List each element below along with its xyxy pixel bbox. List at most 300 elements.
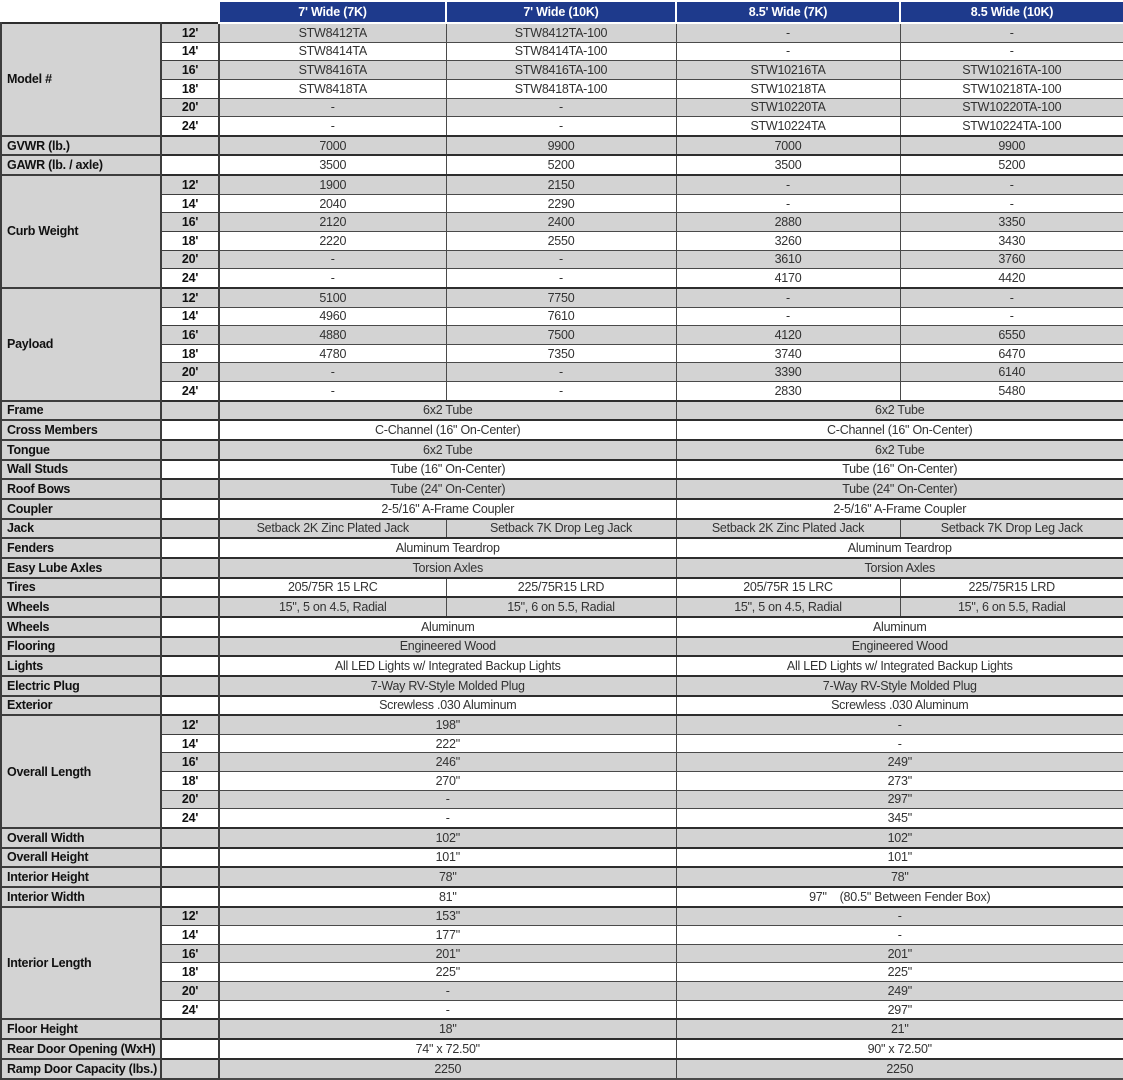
spec-value: 9900: [900, 136, 1123, 156]
spec-value: 9900: [446, 136, 676, 156]
spec-value: 2400: [446, 213, 676, 232]
spec-value: -: [900, 42, 1123, 61]
table-row: [1, 637, 1123, 657]
size-label: 16': [161, 753, 219, 772]
size-label: 12': [161, 715, 219, 734]
spec-value: 6470: [900, 344, 1123, 363]
size-label: 24': [161, 269, 219, 288]
size-label: [161, 479, 219, 499]
row-label: Interior Height: [1, 867, 161, 887]
spec-value: Setback 7K Drop Leg Jack: [900, 519, 1123, 539]
spec-value: 6x2 Tube: [676, 440, 1123, 460]
spec-value: -: [219, 982, 676, 1001]
spec-value: 3430: [900, 231, 1123, 250]
table-row: [1, 944, 1123, 963]
table-row: [1, 231, 1123, 250]
size-label: [161, 499, 219, 519]
table-row: [1, 401, 1123, 421]
row-label: Cross Members: [1, 420, 161, 440]
table-row: [1, 617, 1123, 637]
size-label: [161, 578, 219, 598]
spec-value: -: [676, 175, 900, 194]
spec-value: 7500: [446, 326, 676, 345]
row-label: Jack: [1, 519, 161, 539]
table-row: [1, 344, 1123, 363]
table-corner-blank: [1, 1, 219, 23]
spec-value: 2-5/16" A-Frame Coupler: [219, 499, 676, 519]
row-label: Wall Studs: [1, 460, 161, 480]
row-label: Ramp Door Capacity (lbs.): [1, 1059, 161, 1079]
table-row: [1, 499, 1123, 519]
size-label: [161, 887, 219, 907]
spec-value: 2-5/16" A-Frame Coupler: [676, 499, 1123, 519]
spec-value: 2250: [219, 1059, 676, 1079]
spec-value: 3500: [676, 155, 900, 175]
row-label: Easy Lube Axles: [1, 558, 161, 578]
spec-value: STW10218TA: [676, 79, 900, 98]
spec-value: C-Channel (16" On-Center): [219, 420, 676, 440]
spec-value: 15", 5 on 4.5, Radial: [676, 597, 900, 617]
table-row: [1, 538, 1123, 558]
size-label: 14': [161, 42, 219, 61]
spec-value: STW8412TA: [219, 23, 446, 42]
spec-value: 2120: [219, 213, 446, 232]
table-row: [1, 887, 1123, 907]
table-row: [1, 926, 1123, 945]
table-row: [1, 420, 1123, 440]
spec-value: 90" x 72.50": [676, 1039, 1123, 1059]
spec-value: -: [446, 269, 676, 288]
spec-value: 101": [676, 848, 1123, 868]
table-row: [1, 363, 1123, 382]
row-label: Curb Weight: [1, 175, 161, 288]
size-label: 14': [161, 194, 219, 213]
size-label: [161, 440, 219, 460]
spec-value: -: [676, 23, 900, 42]
spec-value: All LED Lights w/ Integrated Backup Lights: [219, 656, 676, 676]
table-row: [1, 307, 1123, 326]
table-row: [1, 250, 1123, 269]
spec-value: Engineered Wood: [219, 637, 676, 657]
size-label: [161, 656, 219, 676]
table-row: [1, 558, 1123, 578]
spec-value: 6x2 Tube: [219, 440, 676, 460]
size-label: [161, 538, 219, 558]
spec-value: 5100: [219, 288, 446, 307]
spec-value: 1900: [219, 175, 446, 194]
spec-value: 7000: [676, 136, 900, 156]
row-label: Coupler: [1, 499, 161, 519]
spec-value: 2830: [676, 382, 900, 401]
spec-value: All LED Lights w/ Integrated Backup Lights: [676, 656, 1123, 676]
spec-value: 4120: [676, 326, 900, 345]
spec-value: Screwless .030 Aluminum: [219, 696, 676, 716]
spec-value: -: [446, 250, 676, 269]
size-label: 24': [161, 809, 219, 828]
size-label: 24': [161, 1000, 219, 1019]
spec-value: -: [676, 42, 900, 61]
size-label: [161, 420, 219, 440]
table-row: [1, 155, 1123, 175]
spec-value: 15", 6 on 5.5, Radial: [446, 597, 676, 617]
table-row: [1, 175, 1123, 194]
row-label: Tongue: [1, 440, 161, 460]
size-label: [161, 1019, 219, 1039]
spec-value: 3350: [900, 213, 1123, 232]
size-label: [161, 460, 219, 480]
size-label: 16': [161, 944, 219, 963]
size-label: 18': [161, 772, 219, 791]
spec-value: 2880: [676, 213, 900, 232]
size-label: 12': [161, 288, 219, 307]
spec-value: 2290: [446, 194, 676, 213]
spec-value: 7750: [446, 288, 676, 307]
specs-table-body: [1, 23, 1123, 1079]
row-label: Tires: [1, 578, 161, 598]
size-label: [161, 136, 219, 156]
spec-value: 21": [676, 1019, 1123, 1039]
size-label: [161, 848, 219, 868]
spec-value: 6x2 Tube: [676, 401, 1123, 421]
table-row: [1, 1019, 1123, 1039]
row-label: Roof Bows: [1, 479, 161, 499]
spec-value: 4170: [676, 269, 900, 288]
spec-value: 3500: [219, 155, 446, 175]
table-row: [1, 1000, 1123, 1019]
row-label: Rear Door Opening (WxH): [1, 1039, 161, 1059]
table-row: [1, 136, 1123, 156]
spec-value: 4420: [900, 269, 1123, 288]
spec-value: Torsion Axles: [676, 558, 1123, 578]
spec-value: -: [219, 250, 446, 269]
spec-value: Screwless .030 Aluminum: [676, 696, 1123, 716]
table-row: [1, 963, 1123, 982]
row-label: Overall Width: [1, 828, 161, 848]
size-label: 20': [161, 363, 219, 382]
spec-value: 273": [676, 772, 1123, 791]
spec-value: STW8414TA-100: [446, 42, 676, 61]
spec-value: -: [219, 790, 676, 809]
spec-value: -: [446, 382, 676, 401]
column-header: 8.5 Wide (10K): [900, 1, 1123, 23]
row-label: Overall Height: [1, 848, 161, 868]
row-label: Wheels: [1, 617, 161, 637]
column-header: 7' Wide (10K): [446, 1, 676, 23]
spec-value: -: [676, 926, 1123, 945]
spec-value: -: [676, 715, 1123, 734]
table-row: [1, 907, 1123, 926]
spec-value: Aluminum Teardrop: [219, 538, 676, 558]
spec-value: 297": [676, 790, 1123, 809]
spec-value: 198": [219, 715, 676, 734]
spec-value: 201": [219, 944, 676, 963]
spec-value: -: [219, 809, 676, 828]
row-label: Interior Length: [1, 907, 161, 1020]
table-row: [1, 828, 1123, 848]
spec-value: 345": [676, 809, 1123, 828]
row-label: Lights: [1, 656, 161, 676]
spec-value: 81": [219, 887, 676, 907]
spec-value: 297": [676, 1000, 1123, 1019]
row-label: Model #: [1, 23, 161, 136]
spec-value: 7-Way RV-Style Molded Plug: [219, 676, 676, 696]
size-label: 14': [161, 734, 219, 753]
spec-value: Setback 2K Zinc Plated Jack: [676, 519, 900, 539]
spec-value: 6x2 Tube: [219, 401, 676, 421]
spec-value: STW10224TA-100: [900, 117, 1123, 136]
table-row: [1, 42, 1123, 61]
column-header: 7' Wide (7K): [219, 1, 446, 23]
size-label: [161, 696, 219, 716]
spec-value: 5200: [900, 155, 1123, 175]
row-label: Interior Width: [1, 887, 161, 907]
table-row: [1, 656, 1123, 676]
spec-value: 201": [676, 944, 1123, 963]
spec-value: 153": [219, 907, 676, 926]
size-label: [161, 867, 219, 887]
specs-table-head-row: [1, 1, 1123, 23]
spec-value: Setback 7K Drop Leg Jack: [446, 519, 676, 539]
spec-value: 101": [219, 848, 676, 868]
spec-value: 78": [219, 867, 676, 887]
spec-value: STW10218TA-100: [900, 79, 1123, 98]
size-label: [161, 1039, 219, 1059]
spec-value: STW8418TA: [219, 79, 446, 98]
table-row: [1, 597, 1123, 617]
table-row: [1, 382, 1123, 401]
spec-value: -: [219, 117, 446, 136]
size-label: [161, 676, 219, 696]
table-row: [1, 440, 1123, 460]
spec-value: -: [900, 194, 1123, 213]
row-label: Electric Plug: [1, 676, 161, 696]
spec-value: 97" (80.5" Between Fender Box): [676, 887, 1123, 907]
spec-value: -: [900, 307, 1123, 326]
spec-value: Tube (16" On-Center): [676, 460, 1123, 480]
spec-value: 249": [676, 753, 1123, 772]
size-label: [161, 617, 219, 637]
spec-value: -: [219, 98, 446, 117]
table-row: [1, 676, 1123, 696]
spec-value: 270": [219, 772, 676, 791]
spec-value: Tube (24" On-Center): [219, 479, 676, 499]
spec-value: STW8416TA: [219, 61, 446, 80]
table-row: [1, 194, 1123, 213]
row-label: GAWR (lb. / axle): [1, 155, 161, 175]
table-row: [1, 867, 1123, 887]
spec-value: C-Channel (16" On-Center): [676, 420, 1123, 440]
spec-value: 2550: [446, 231, 676, 250]
spec-value: 225": [219, 963, 676, 982]
table-row: [1, 1059, 1123, 1079]
spec-value: 177": [219, 926, 676, 945]
spec-value: Engineered Wood: [676, 637, 1123, 657]
size-label: 18': [161, 79, 219, 98]
spec-value: -: [219, 1000, 676, 1019]
spec-value: Torsion Axles: [219, 558, 676, 578]
size-label: 20': [161, 790, 219, 809]
table-row: [1, 734, 1123, 753]
size-label: 12': [161, 23, 219, 42]
size-label: [161, 1059, 219, 1079]
size-label: [161, 637, 219, 657]
spec-value: 18": [219, 1019, 676, 1039]
spec-value: 4960: [219, 307, 446, 326]
row-label: Exterior: [1, 696, 161, 716]
size-label: 14': [161, 926, 219, 945]
row-label: Wheels: [1, 597, 161, 617]
table-row: [1, 578, 1123, 598]
size-label: [161, 519, 219, 539]
row-label: Flooring: [1, 637, 161, 657]
table-row: [1, 1039, 1123, 1059]
size-label: [161, 597, 219, 617]
spec-value: 6550: [900, 326, 1123, 345]
spec-value: 225/75R15 LRD: [446, 578, 676, 598]
spec-value: STW10224TA: [676, 117, 900, 136]
spec-value: 3740: [676, 344, 900, 363]
table-row: [1, 23, 1123, 42]
spec-value: 74" x 72.50": [219, 1039, 676, 1059]
spec-value: Tube (24" On-Center): [676, 479, 1123, 499]
table-row: [1, 61, 1123, 80]
spec-value: STW8416TA-100: [446, 61, 676, 80]
spec-value: Tube (16" On-Center): [219, 460, 676, 480]
size-label: 12': [161, 907, 219, 926]
row-label: GVWR (lb.): [1, 136, 161, 156]
table-row: [1, 982, 1123, 1001]
table-row: [1, 772, 1123, 791]
table-row: [1, 809, 1123, 828]
spec-value: -: [676, 734, 1123, 753]
spec-value: STW10220TA: [676, 98, 900, 117]
row-label: Fenders: [1, 538, 161, 558]
spec-value: -: [676, 307, 900, 326]
spec-value: Aluminum: [676, 617, 1123, 637]
size-label: [161, 828, 219, 848]
size-label: 24': [161, 382, 219, 401]
spec-value: 7350: [446, 344, 676, 363]
size-label: 18': [161, 344, 219, 363]
table-row: [1, 213, 1123, 232]
size-label: 12': [161, 175, 219, 194]
table-row: [1, 519, 1123, 539]
spec-value: 78": [676, 867, 1123, 887]
spec-value: -: [900, 175, 1123, 194]
spec-value: 3610: [676, 250, 900, 269]
spec-value: 4880: [219, 326, 446, 345]
table-row: [1, 79, 1123, 98]
spec-value: 246": [219, 753, 676, 772]
spec-value: 2150: [446, 175, 676, 194]
size-label: 16': [161, 213, 219, 232]
spec-value: STW8412TA-100: [446, 23, 676, 42]
spec-value: 3760: [900, 250, 1123, 269]
spec-value: 2040: [219, 194, 446, 213]
size-label: 20': [161, 98, 219, 117]
spec-value: Setback 2K Zinc Plated Jack: [219, 519, 446, 539]
spec-value: -: [900, 288, 1123, 307]
spec-value: 15", 6 on 5.5, Radial: [900, 597, 1123, 617]
spec-value: 2250: [676, 1059, 1123, 1079]
size-label: 20': [161, 250, 219, 269]
table-row: [1, 753, 1123, 772]
table-row: [1, 848, 1123, 868]
spec-value: 4780: [219, 344, 446, 363]
size-label: 16': [161, 326, 219, 345]
spec-value: 102": [676, 828, 1123, 848]
row-label: Payload: [1, 288, 161, 401]
size-label: 14': [161, 307, 219, 326]
spec-value: Aluminum Teardrop: [676, 538, 1123, 558]
spec-value: 5480: [900, 382, 1123, 401]
spec-value: -: [676, 194, 900, 213]
spec-value: -: [219, 363, 446, 382]
spec-value: 7000: [219, 136, 446, 156]
table-row: [1, 790, 1123, 809]
row-label: Overall Length: [1, 715, 161, 828]
spec-value: 6140: [900, 363, 1123, 382]
spec-value: 7610: [446, 307, 676, 326]
table-row: [1, 326, 1123, 345]
table-row: [1, 460, 1123, 480]
spec-value: -: [219, 269, 446, 288]
spec-value: 225": [676, 963, 1123, 982]
size-label: 20': [161, 982, 219, 1001]
spec-value: STW10216TA-100: [900, 61, 1123, 80]
spec-value: STW10220TA-100: [900, 98, 1123, 117]
spec-value: 205/75R 15 LRC: [676, 578, 900, 598]
table-row: [1, 288, 1123, 307]
spec-value: -: [219, 382, 446, 401]
size-label: [161, 401, 219, 421]
table-row: [1, 98, 1123, 117]
size-label: 18': [161, 963, 219, 982]
spec-value: -: [446, 98, 676, 117]
spec-value: 7-Way RV-Style Molded Plug: [676, 676, 1123, 696]
column-header: 8.5' Wide (7K): [676, 1, 900, 23]
spec-value: 15", 5 on 4.5, Radial: [219, 597, 446, 617]
spec-value: 225/75R15 LRD: [900, 578, 1123, 598]
size-label: 24': [161, 117, 219, 136]
row-label: Frame: [1, 401, 161, 421]
spec-value: 2220: [219, 231, 446, 250]
size-label: [161, 558, 219, 578]
size-label: 16': [161, 61, 219, 80]
table-row: [1, 715, 1123, 734]
spec-value: 205/75R 15 LRC: [219, 578, 446, 598]
spec-value: 222": [219, 734, 676, 753]
spec-value: 5200: [446, 155, 676, 175]
spec-value: -: [446, 363, 676, 382]
spec-value: -: [676, 288, 900, 307]
size-label: [161, 155, 219, 175]
spec-value: 249": [676, 982, 1123, 1001]
table-row: [1, 269, 1123, 288]
size-label: 18': [161, 231, 219, 250]
spec-value: 3390: [676, 363, 900, 382]
spec-value: 3260: [676, 231, 900, 250]
spec-value: -: [446, 117, 676, 136]
spec-value: 102": [219, 828, 676, 848]
spec-value: STW8414TA: [219, 42, 446, 61]
table-row: [1, 117, 1123, 136]
spec-value: Aluminum: [219, 617, 676, 637]
spec-value: STW8418TA-100: [446, 79, 676, 98]
table-row: [1, 696, 1123, 716]
table-row: [1, 479, 1123, 499]
spec-value: STW10216TA: [676, 61, 900, 80]
